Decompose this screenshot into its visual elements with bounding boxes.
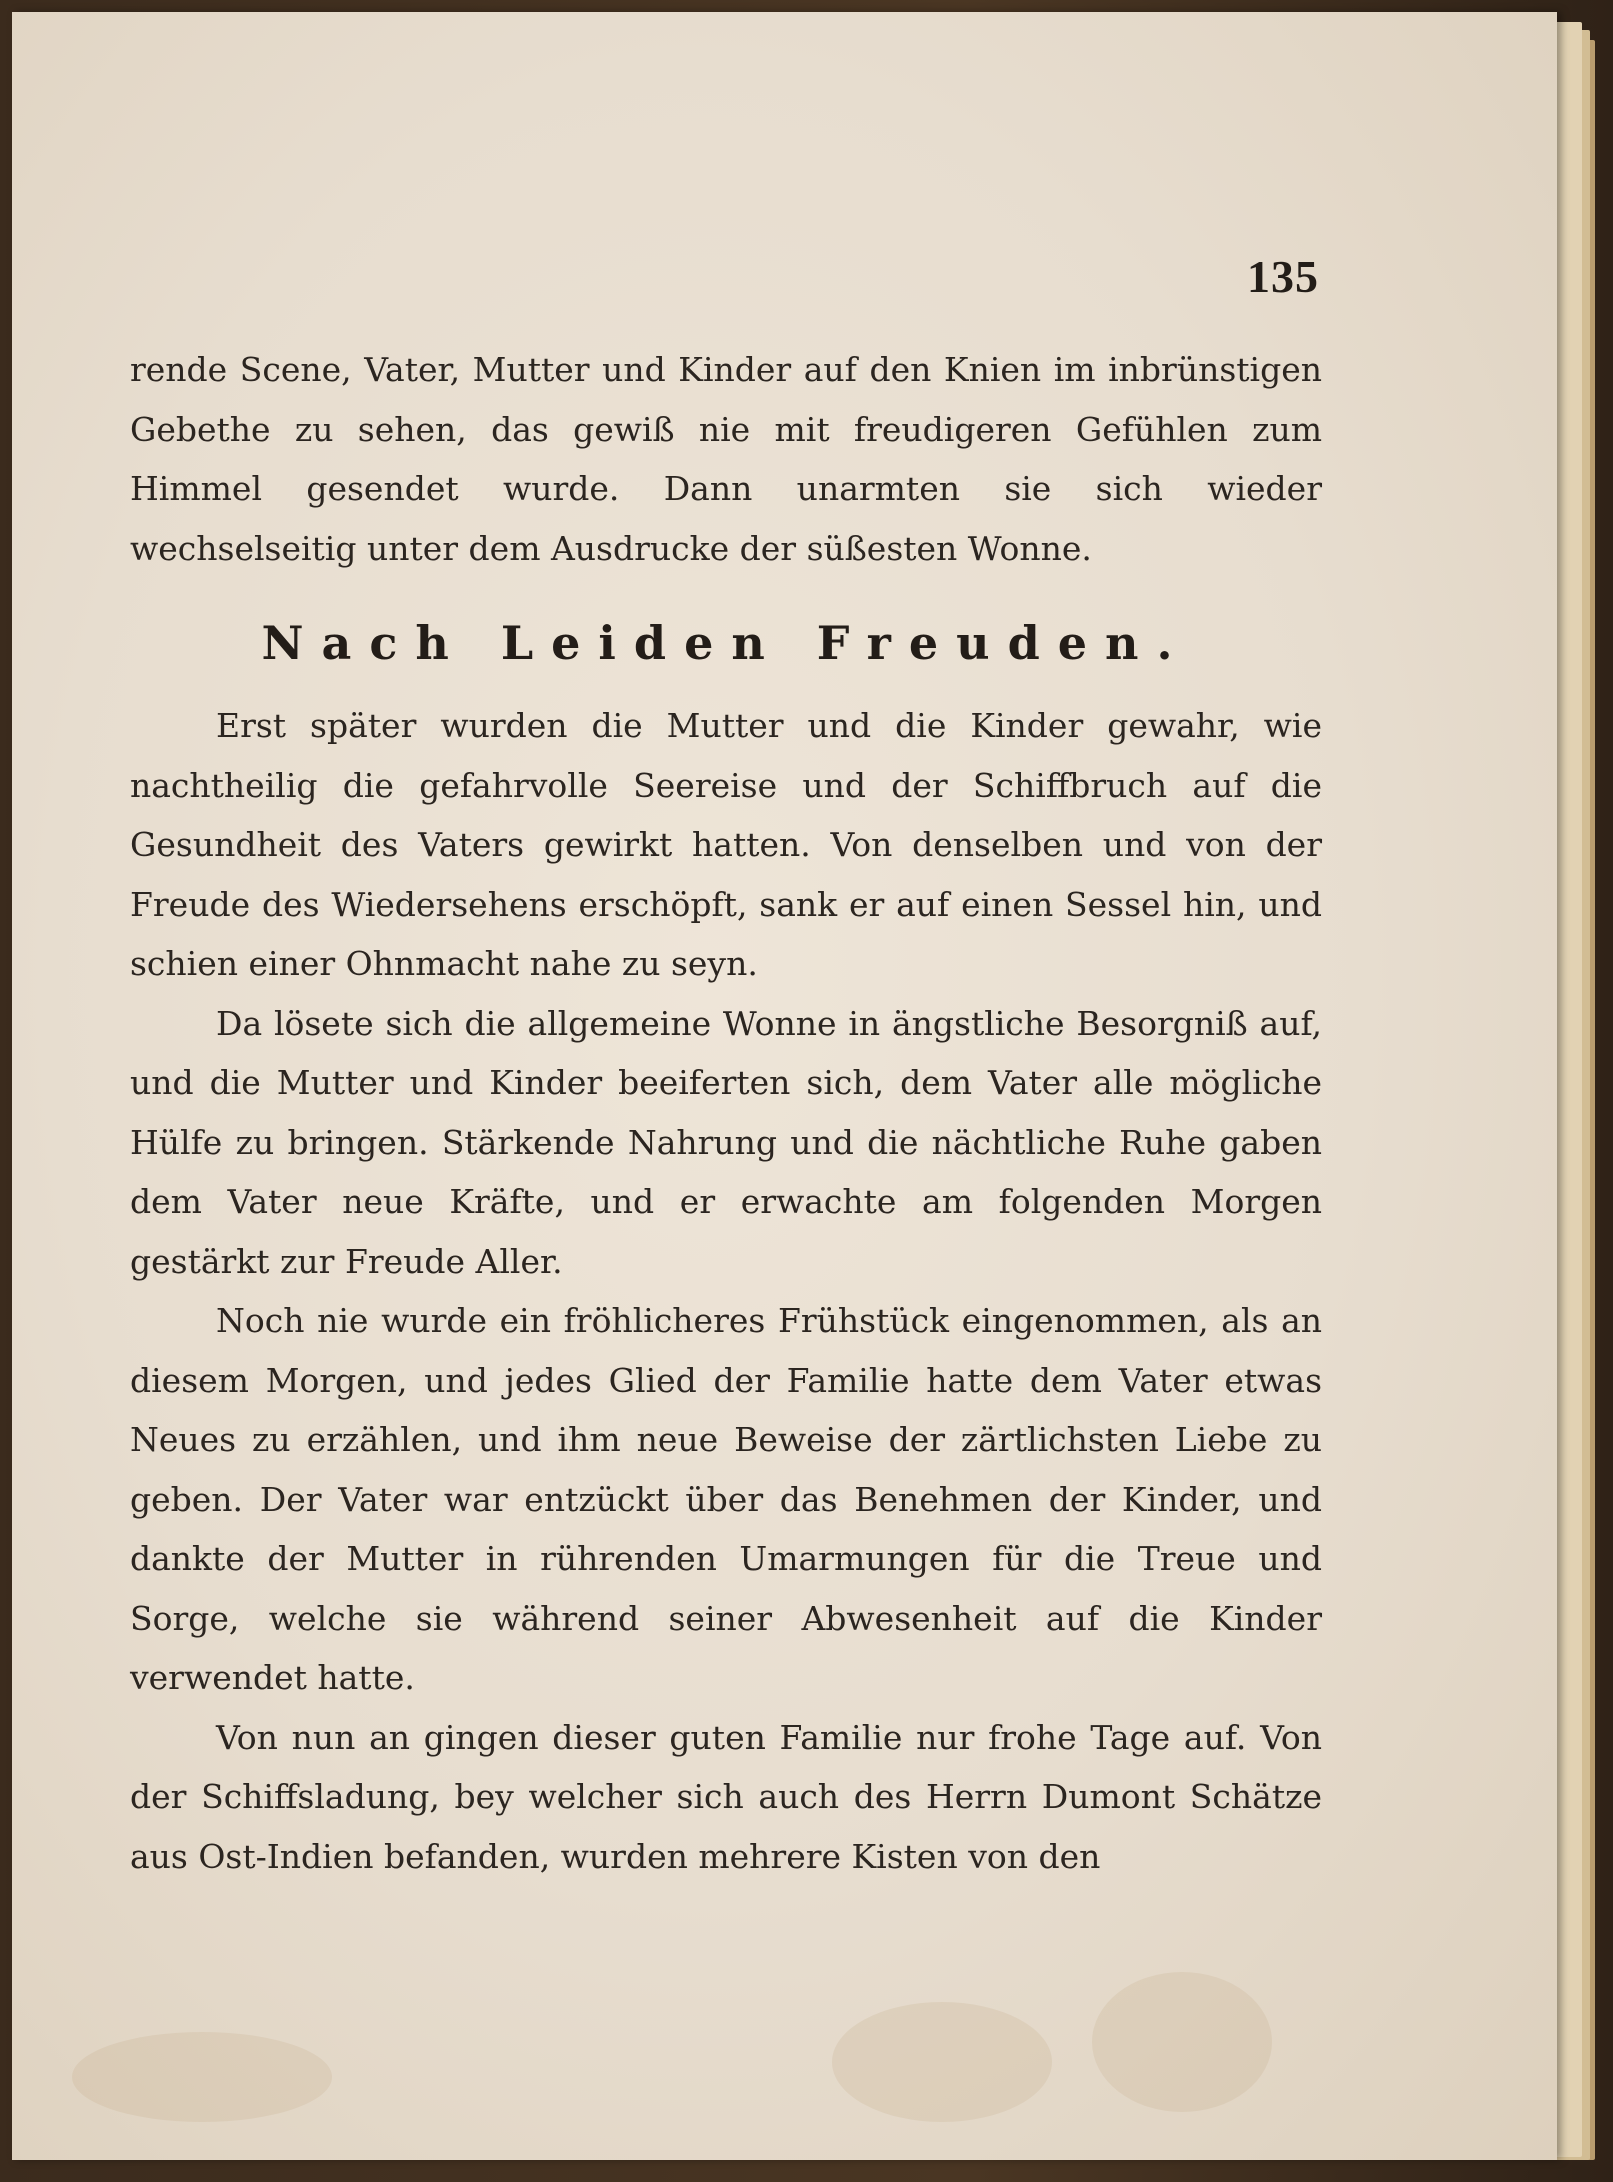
book-page [12,12,1557,2160]
paper-stain [832,2002,1052,2122]
paragraph: Von nun an gingen dieser guten Familie nur frohe Tage auf. Von der Schiffsladung, bey welcher sich auch des Herrn Dumont Schätze aus Ost-Indien befanden, wurden mehrere Kisten von den [130,1717,1322,1876]
paragraph: Erst später wurden die Mutter und die Kinder gewahr, wie nachtheilig die gefahrvolle Seereise und der Schiffbruch auf die Gesundheit des Vaters gewirkt hatten. Von denselben und von der Freude des Wiedersehens erschöpft, sank er auf einen Sessel hin, und schien einer Ohnmacht nahe zu seyn. [130,706,1322,983]
paragraph: Noch nie wurde ein fröhlicheres Frühstück eingenommen, als an diesem Morgen, und jedes Glied der Familie hatte dem Vater etwas Neues zu erzählen, und ihm neue Beweise der zärtlichsten Liebe zu geben. Der Vater war entzückt über das Benehmen der Kinder, und dankte der Mutter in rührenden Umarmungen für die Treue und Sorge, welche sie während seiner Abwesenheit auf die Kinder verwendet hatte. [130,1301,1322,1697]
page-text-block [130,240,1322,1886]
page-number: 135 [1247,251,1319,302]
paper-stain [72,2032,332,2122]
paragraph: Da lösete sich die allgemeine Wonne in ängstliche Besorgniß auf, und die Mutter und Kinder beeiferten sich, dem Vater alle mögliche Hülfe zu bringen. Stärkende Nahrung und die nächtliche Ruhe gaben dem Vater neue Kräfte, und er erwachte am folgenden Morgen gestärkt zur Freude Aller. [130,1003,1322,1281]
opening-paragraph: rende Scene, Vater, Mutter und Kinder auf den Knien im inbrünstigen Gebethe zu sehen, das gewiß nie mit freudigeren Gefühlen zum Himmel gesendet wurde. Dann unarmten sie sich wieder wechselseitig unter dem Ausdrucke der süßesten Wonne. [130,350,1322,568]
paper-stain [1092,1972,1272,2112]
section-heading: Nach Leiden Freuden. [261,616,1191,670]
